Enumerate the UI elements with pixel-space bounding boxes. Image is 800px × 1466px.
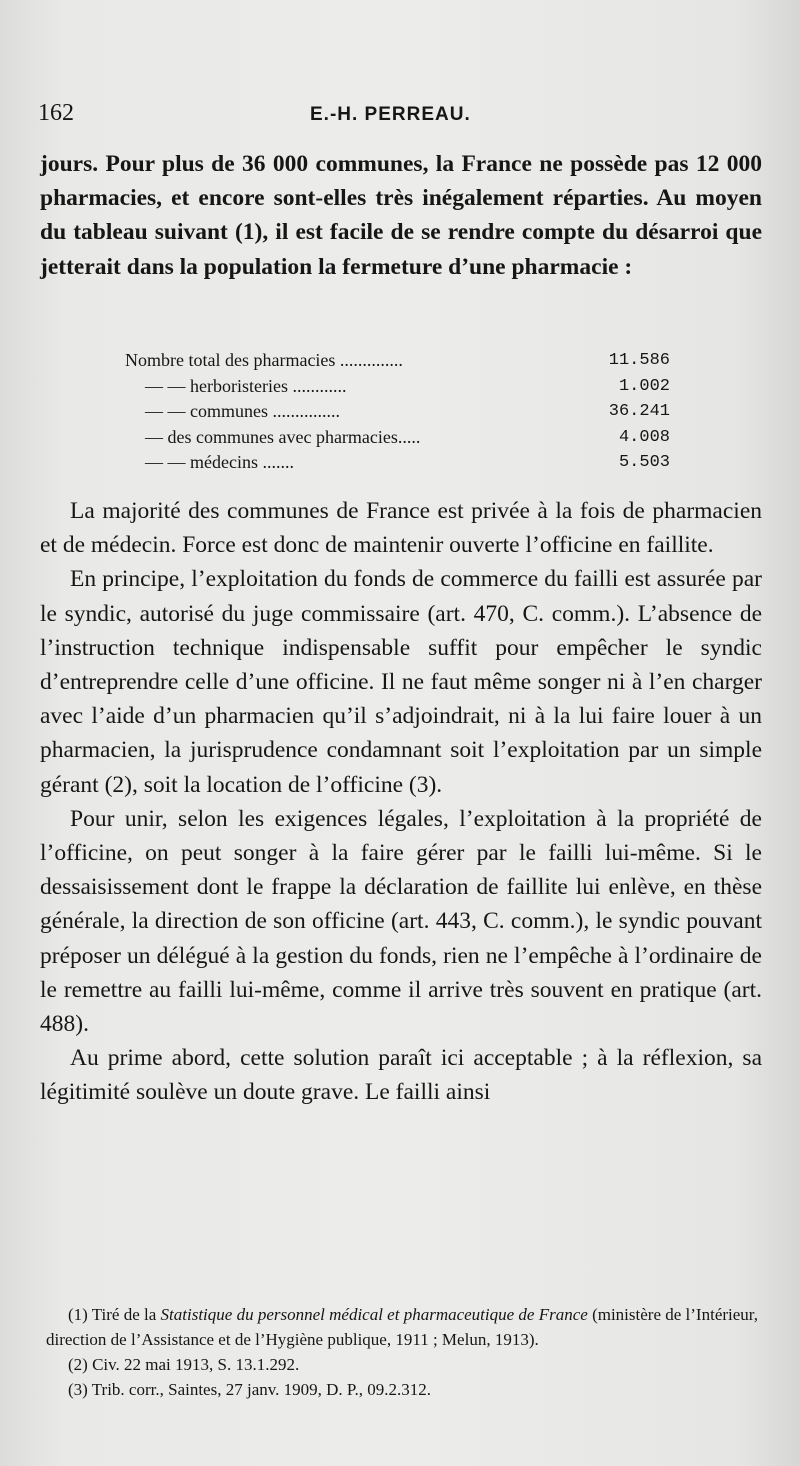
table-row-label: — — communes ...............: [145, 401, 340, 421]
paragraph: En principe, l’exploitation du fonds de commerce du failli est assurée par le syndic, autorisé du juge commissaire (art. 470, C. comm.). L’absence de l’instruction technique indispensable suffit pour empêcher le syndic d’entreprendre celle d’une officine. Il ne faut même songer ni à l’en charger avec l’aide d’un pharmacien qu’il s’adjoindrait, ni à la lui faire louer à un pharmacien, la jurisprudence condamnant soit l’exploitation par un simple gérant (2), soit la location de l’officine (3).: [40, 566, 762, 798]
paragraph-intro: jours. Pour plus de 36 000 communes, la France ne possède pas 12 000 pharmacies, et encore sont-elles très inégalement réparties. Au moyen du tableau suivant (1), il est facile de se rendre compte du désarroi que jetterait dans la population la fermeture d’une pharmacie :: [40, 151, 762, 280]
table-row: [125, 399, 670, 425]
statistics-table: [125, 348, 670, 476]
paragraph: Pour unir, selon les exigences légales, l’exploitation à la propriété de l’officine, on peut songer à la faire gérer par le failli lui-même. Si le dessaisissement dont le frappe la déclaration de faillite lui enlève, en thèse générale, la direction de son officine (art. 443, C. comm.), le syndic pouvant préposer un délégué à la gestion du fonds, rien ne l’empêche à l’ordinaire de le remettre au failli lui-même, comme il arrive très souvent en pratique (art. 488).: [40, 805, 762, 1038]
page-header: [38, 100, 778, 136]
table-row-label: — — médecins .......: [145, 452, 294, 472]
footnote-1-prefix: (1) Tiré de la: [68, 1305, 161, 1324]
table-row-value: 36.241: [608, 402, 670, 421]
table-row-value: 11.586: [608, 351, 670, 370]
running-head: E.-H. PERREAU.: [310, 104, 471, 125]
table-row: [125, 374, 670, 400]
footnote-1-suffix: (ministère de l’Intérieur, direction de l’Assistance et de l’Hygiène publique, 1911 ; Melun, 1913).: [46, 1305, 759, 1349]
paragraph-top: [40, 147, 762, 284]
table-row-value: 4.008: [618, 427, 670, 447]
table-row-value: 1.002: [618, 376, 670, 396]
body-paragraphs: [40, 494, 762, 1110]
footnotes: [46, 1302, 764, 1402]
footnote-1: [46, 1302, 764, 1352]
footnote-2: (2) Civ. 22 mai 1913, S. 13.1.292.: [68, 1355, 300, 1374]
table-row-label: — des communes avec pharmacies.....: [145, 426, 421, 447]
paragraph: La majorité des communes de France est privée à la fois de pharmacien et de médecin. Force est donc de maintenir ouverte l’officine en faillite.: [40, 498, 762, 559]
footnote-3: (3) Trib. corr., Saintes, 27 janv. 1909, D. P., 09.2.312.: [68, 1380, 431, 1399]
table-row: [125, 450, 670, 476]
footnote-1-title: Statistique du personnel médical et pharmaceutique de France: [160, 1305, 588, 1324]
table-row: [125, 348, 670, 374]
paragraph: Au prime abord, cette solution paraît ici acceptable ; à la réflexion, sa légitimité soulève un doute grave. Le failli ainsi: [40, 1045, 762, 1106]
table-row-label: Nombre total des pharmacies ..............: [125, 350, 403, 370]
table-row-value: 5.503: [618, 453, 670, 472]
table-row-label: — — herboristeries ............: [145, 375, 347, 396]
table-row: [125, 425, 670, 451]
page-number: 162: [38, 100, 74, 126]
